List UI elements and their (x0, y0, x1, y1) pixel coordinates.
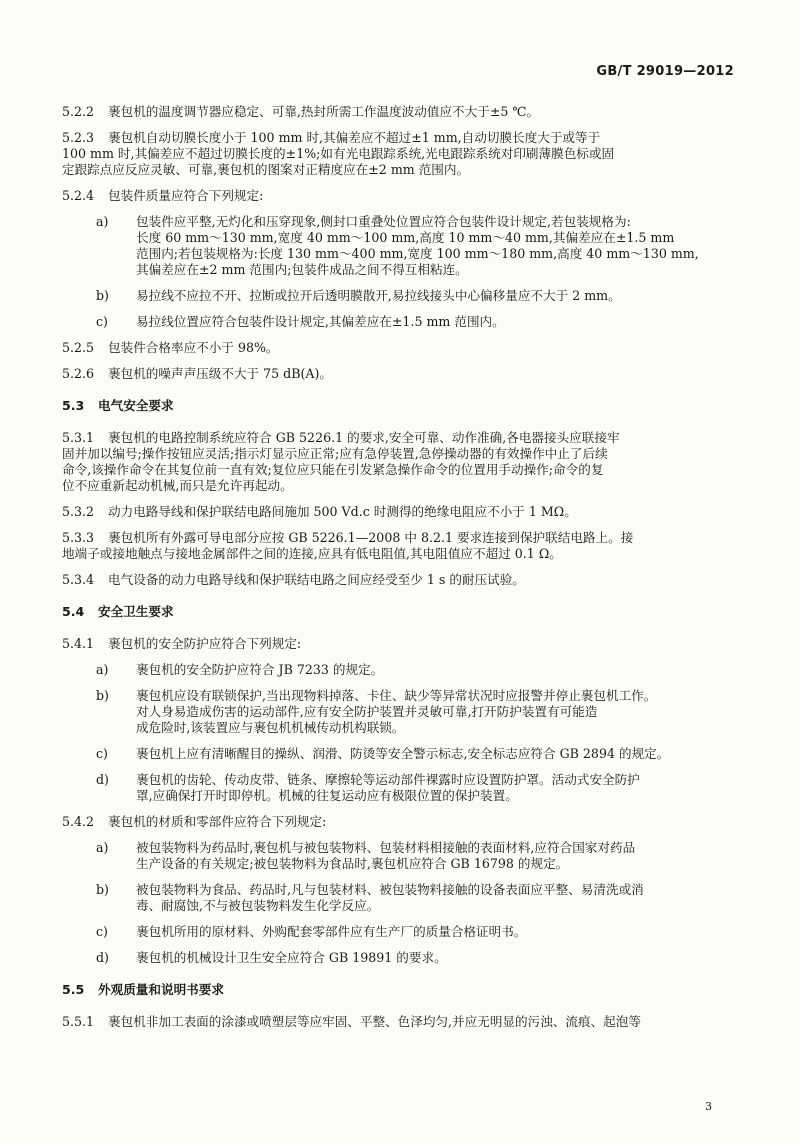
clause-text: 裹包机所有外露可导电部分应按 GB 5226.1—2008 中 8.2.1 要求连接到保护联结电路上。接 (108, 530, 634, 545)
list-item (62, 746, 742, 762)
text-line (62, 104, 742, 120)
list-item-label: b) (96, 882, 109, 897)
text-line: 生产设备的有关规定;被包装物料为食品时,裹包机应符合 GB 16798 的规定。 (136, 856, 569, 871)
text-line: 裹包机应设有联锁保护,当出现物料掉落、卡住、缺少等异常状况时应报警并停止裹包机工作。 (136, 688, 657, 703)
list-item (62, 288, 742, 304)
text-line (62, 814, 742, 830)
section-number: 5.5 (62, 982, 85, 997)
clause-paragraph (62, 572, 742, 588)
clause-paragraph (62, 504, 742, 520)
standard-code: GB/T 29019—2012 (596, 64, 734, 79)
list-item-text (136, 772, 742, 804)
list-item-text (136, 214, 742, 278)
list-item-text (136, 882, 742, 914)
section-heading (62, 982, 742, 998)
clause-text: 裹包机自动切膜长度小于 100 mm 时,其偏差应不超过±1 mm,自动切膜长度大于或等于 (108, 130, 601, 145)
text-line (62, 430, 742, 446)
clause-text: 固并加以编号;操作按钮应灵活;指示灯显示应正常;应有急停装置,急停操动器的有效操作中止了后续 (62, 446, 608, 461)
section-title: 外观质量和说明书要求 (98, 982, 224, 997)
list-item-text (136, 840, 742, 872)
list-item (62, 950, 742, 966)
clause-number: 5.2.4 (62, 188, 95, 203)
clause-paragraph (62, 340, 742, 356)
clause-number: 5.5.1 (62, 1014, 95, 1029)
clause-number: 5.3.3 (62, 530, 95, 545)
clause-text: 电气设备的动力电路导线和保护联结电路之间应经受至少 1 s 的耐压试验。 (108, 572, 525, 587)
list-item-label: a) (96, 214, 109, 229)
text-line: 包装件应平整,无灼化和压穿现象,侧封口重叠处位置应符合包装件设计规定,若包装规格为: (136, 214, 631, 229)
section-heading (62, 604, 742, 620)
text-line (62, 146, 742, 162)
clause-paragraph (62, 1014, 742, 1030)
list-item-label: b) (96, 688, 109, 703)
list-item-label: b) (96, 288, 109, 303)
clause-paragraph (62, 104, 742, 120)
list-item-label: d) (96, 950, 109, 965)
list-item-label: d) (96, 772, 109, 787)
text-line (62, 162, 742, 178)
list-item-text (136, 688, 742, 736)
clause-text: 定跟踪点应反应灵敏、可靠,裹包机的图案对正精度应在±2 mm 范围内。 (62, 162, 470, 177)
text-line: 裹包机的机械设计卫生安全应符合 GB 19891 的要求。 (136, 950, 447, 965)
clause-number: 5.2.6 (62, 366, 95, 381)
text-line: 裹包机的安全防护应符合 JB 7233 的规定。 (136, 662, 384, 677)
list-item-text (136, 950, 742, 966)
text-line (62, 478, 742, 494)
clause-text: 地端子或接地触点与接地金属部件之间的连接,应具有低电阻值,其电阻值应不超过 0.1 Ω。 (62, 546, 562, 561)
text-line: 易拉线不应拉不开、拉断或拉开后透明膜散开,易拉线接头中心偏移量应不大于 2 mm。 (136, 288, 621, 303)
list-item (62, 214, 742, 278)
text-line (62, 546, 742, 562)
clause-paragraph (62, 814, 742, 830)
text-line: 其偏差应在±2 mm 范围内;包装件成品之间不得互相粘连。 (136, 262, 468, 277)
text-line (62, 446, 742, 462)
clause-text: 裹包机的噪声声压级不大于 75 dB(A)。 (108, 366, 332, 381)
text-line (62, 188, 742, 204)
text-line (62, 572, 742, 588)
clause-text: 裹包机的安全防护应符合下列规定: (108, 636, 302, 651)
section-number: 5.4 (62, 604, 85, 619)
text-line (62, 340, 742, 356)
clause-paragraph (62, 636, 742, 652)
clause-text: 裹包机的温度调节器应稳定、可靠,热封所需工作温度波动值应不大于±5 ℃。 (108, 104, 540, 119)
clause-number: 5.2.5 (62, 340, 95, 355)
clause-number: 5.4.1 (62, 636, 95, 651)
list-item-label: c) (96, 746, 108, 761)
text-line: 被包装物料为药品时,裹包机与被包装物料、包装材料相接触的表面材料,应符合国家对药品 (136, 840, 636, 855)
document-body (62, 104, 742, 1040)
list-item-text (136, 746, 742, 762)
list-item (62, 772, 742, 804)
clause-number: 5.2.3 (62, 130, 95, 145)
text-line: 长度 60 mm～130 mm,宽度 40 mm～100 mm,高度 10 mm～40 mm,其偏差应在±1.5 mm (136, 230, 675, 245)
clause-number: 5.3.1 (62, 430, 95, 445)
clause-number: 5.2.2 (62, 104, 95, 119)
clause-paragraph (62, 430, 742, 494)
section-number: 5.3 (62, 398, 85, 413)
clause-text: 裹包机的电路控制系统应符合 GB 5226.1 的要求,安全可靠、动作准确,各电器接头应联接牢 (108, 430, 620, 445)
list-item-label: a) (96, 840, 109, 855)
page-number: 3 (705, 1100, 712, 1113)
clause-paragraph (62, 366, 742, 382)
text-line: 裹包机上应有清晰醒目的操纵、润滑、防烫等安全警示标志,安全标志应符合 GB 2894 的规定。 (136, 746, 670, 761)
text-line: 易拉线位置应符合包装件设计规定,其偏差应在±1.5 mm 范围内。 (136, 314, 505, 329)
clause-number: 5.3.2 (62, 504, 95, 519)
clause-text: 位不应重新起动机械,而只是允许再起动。 (62, 478, 293, 493)
list-item-text (136, 924, 742, 940)
text-line: 罩,应确保打开时即停机。机械的往复运动应有极限位置的保护装置。 (136, 788, 518, 803)
clause-text: 100 mm 时,其偏差应不超过切膜长度的±1%;如有光电跟踪系统,光电跟踪系统对印刷薄膜色标或固 (62, 146, 615, 161)
list-item-label: a) (96, 662, 109, 677)
clause-paragraph (62, 130, 742, 178)
clause-number: 5.3.4 (62, 572, 95, 587)
clause-text: 裹包机的材质和零部件应符合下列规定: (108, 814, 327, 829)
list-item-label: c) (96, 314, 108, 329)
text-line: 裹包机所用的原材料、外购配套零部件应有生产厂的质量合格证明书。 (136, 924, 527, 939)
list-item (62, 662, 742, 678)
text-line (62, 130, 742, 146)
list-item (62, 840, 742, 872)
text-line (62, 530, 742, 546)
list-item (62, 688, 742, 736)
text-line: 范围内;若包装规格为:长度 130 mm～400 mm,宽度 100 mm～180 mm,高度 40 mm～130 mm, (136, 246, 699, 261)
list-item-label: c) (96, 924, 108, 939)
list-item (62, 314, 742, 330)
clause-text: 命令,该操作命令在其复位前一直有效;复位应只能在引发紧急操作命令的位置用手动操作;命令的复 (62, 462, 604, 477)
section-title: 安全卫生要求 (98, 604, 174, 619)
text-line: 被包装物料为食品、药品时,凡与包装材料、被包装物料接触的设备表面应平整、易清洗或消 (136, 882, 644, 897)
list-item (62, 882, 742, 914)
text-line (62, 462, 742, 478)
list-item (62, 924, 742, 940)
text-line: 成危险时,该装置应与裹包机机械传动机构联锁。 (136, 720, 405, 735)
clause-number: 5.4.2 (62, 814, 95, 829)
clause-text: 动力电路导线和保护联结电路间施加 500 Vd.c 时测得的绝缘电阻应不小于 1 MΩ。 (108, 504, 577, 519)
text-line: 对人身易造成伤害的运动部件,应有安全防护装置并灵敏可靠,打开防护装置有可能造 (136, 704, 598, 719)
clause-text: 裹包机非加工表面的涂漆或喷塑层等应牢固、平整、色泽均匀,并应无明显的污浊、流痕、起泡等 (108, 1014, 641, 1029)
text-line: 毒、耐腐蚀,不与被包装物料发生化学反应。 (136, 898, 380, 913)
section-title: 电气安全要求 (98, 398, 174, 413)
text-line: 裹包机的齿轮、传动皮带、链条、摩擦轮等运动部件裸露时应设置防护罩。活动式安全防护 (136, 772, 640, 787)
clause-paragraph (62, 188, 742, 204)
text-line (62, 1014, 742, 1030)
text-line (62, 636, 742, 652)
list-item-text (136, 288, 742, 304)
text-line (62, 366, 742, 382)
section-heading (62, 398, 742, 414)
list-item-text (136, 314, 742, 330)
text-line (62, 504, 742, 520)
clause-text: 包装件合格率应不小于 98%。 (108, 340, 279, 355)
list-item-text (136, 662, 742, 678)
clause-text: 包装件质量应符合下列规定: (108, 188, 264, 203)
clause-paragraph (62, 530, 742, 562)
